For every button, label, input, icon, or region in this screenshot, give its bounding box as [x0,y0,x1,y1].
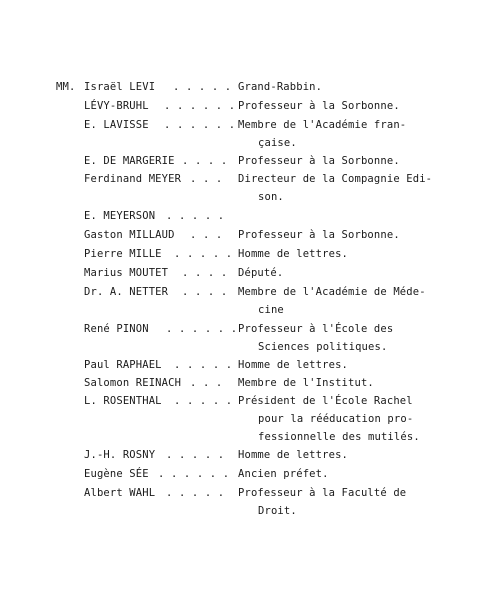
list-prefix: MM. [56,81,76,93]
leader-dots: . . . . . [174,359,233,371]
leader-dots: . . . . . . [166,323,238,335]
title-line: son. [258,191,284,203]
leader-dots: . . . . . [174,395,233,407]
leader-dots: . . . . . [166,449,225,461]
person-title [238,78,453,96]
person-title [238,356,453,374]
person-name: René PINON [84,323,149,335]
leader-dots: . . . . [182,286,228,298]
person-title [238,446,453,464]
person-name: E. MEYERSON [84,210,156,222]
person-title [238,320,453,356]
person-title [238,245,453,263]
title-line: cine [258,304,284,316]
leader-dots: . . . . [182,267,228,279]
title-line: Professeur à la Faculté de [238,487,407,499]
title-line: Directeur de la Compagnie Edi- [238,173,433,185]
title-line: fessionnelle des mutilés. [258,431,420,443]
title-line: Ancien préfet. [238,468,329,480]
person-title [238,264,453,282]
title-line: Professeur à la Sorbonne. [238,229,400,241]
leader-dots: . . . . . [166,210,225,222]
leader-dots: . . . . [182,155,228,167]
person-name: Marius MOUTET [84,267,169,279]
leader-dots: . . . . . . [164,119,236,131]
leader-dots: . . . [190,173,223,185]
person-name: Pierre MILLE [84,248,162,260]
person-name: E. LAVISSE [84,119,149,131]
person-name: E. DE MARGERIE [84,155,175,167]
person-title [238,465,453,483]
title-line: Homme de lettres. [238,449,349,461]
person-name: Salomon REINACH [84,377,182,389]
leader-dots: . . . . . . [164,100,236,112]
title-line: Professeur à la Sorbonne. [238,155,400,167]
title-line: Droit. [258,505,297,517]
title-line: pour la rééducation pro- [258,413,414,425]
leader-dots: . . . . . [173,81,232,93]
person-title [238,484,453,520]
title-line: Professeur à la Sorbonne. [238,100,400,112]
leader-dots: . . . . . [166,487,225,499]
person-name: Gaston MILLAUD [84,229,175,241]
title-line: Membre de l'Institut. [238,377,374,389]
title-line: Homme de lettres. [238,359,349,371]
person-name: Albert WAHL [84,487,156,499]
title-line: Membre de l'Académie de Méde- [238,286,426,298]
person-title [238,392,453,446]
person-title [238,374,453,392]
title-line: Grand-Rabbin. [238,81,323,93]
leader-dots: . . . . . [174,248,233,260]
title-line: Député. [238,267,284,279]
title-line [238,207,453,225]
person-title [238,116,453,152]
person-title [238,97,453,115]
title-line: Professeur à l'École des [238,323,394,335]
person-name: LÉVY-BRUHL [84,100,149,112]
title-line: Président de l'École Rachel [238,395,413,407]
title-line: çaise. [258,137,297,149]
person-name: Ferdinand MEYER [84,173,182,185]
person-title [238,226,453,244]
person-title [238,170,453,206]
person-name: Dr. A. NETTER [84,286,169,298]
leader-dots: . . . [190,229,223,241]
person-title [238,207,453,225]
person-title [238,152,453,170]
leader-dots: . . . [190,377,223,389]
leader-dots: . . . . . . [158,468,230,480]
person-name: Eugène SÉE [84,468,149,480]
person-name: J.-H. ROSNY [84,449,156,461]
person-name: Paul RAPHAEL [84,359,162,371]
person-name: Israël LEVI [84,81,156,93]
person-name: L. ROSENTHAL [84,395,162,407]
person-title [238,283,453,319]
title-line: Sciences politiques. [258,341,388,353]
title-line: Membre de l'Académie fran- [238,119,407,131]
title-line: Homme de lettres. [238,248,349,260]
